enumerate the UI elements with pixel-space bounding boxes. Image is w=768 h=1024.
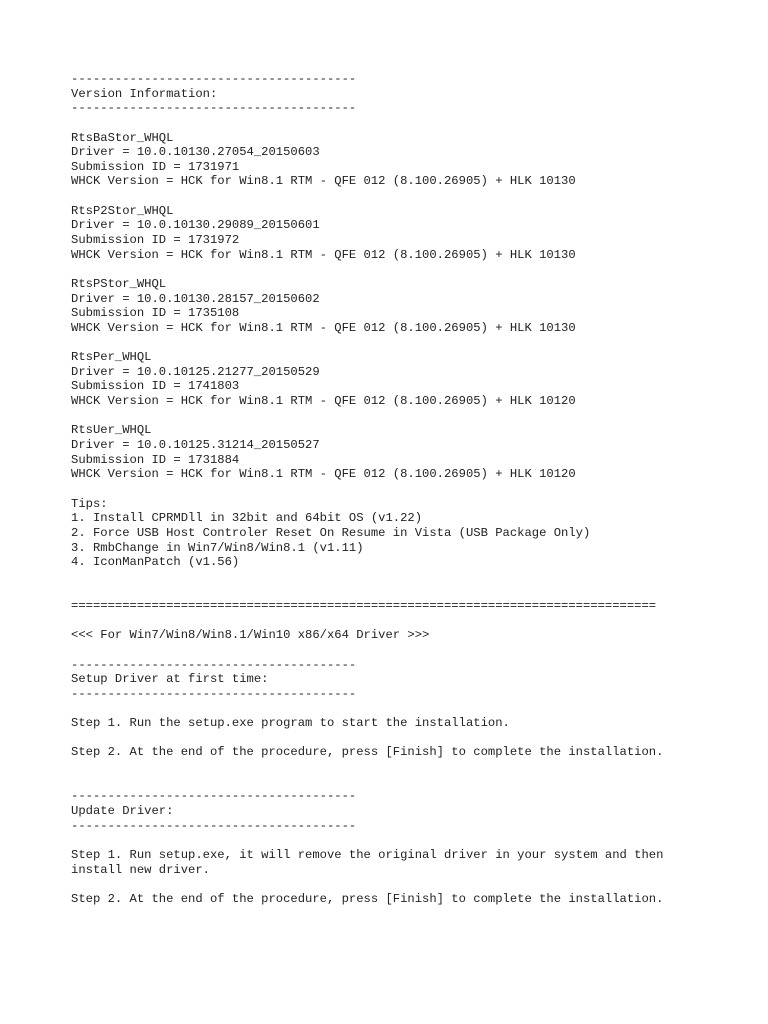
blank-line	[71, 833, 731, 848]
text-line: Submission ID = 1741803	[71, 379, 240, 394]
blank-line	[71, 760, 731, 775]
blank-line	[71, 409, 731, 424]
text-line: RtsUer_WHQL	[71, 423, 152, 438]
tip-item: 1. Install CPRMDll in 32bit and 64bit OS (v1.22)	[71, 511, 423, 526]
dashed-divider: ---------------------------------------	[71, 657, 357, 672]
section-heading: Setup Driver at first time:	[71, 672, 269, 687]
text-line: RtsBaStor_WHQL	[71, 130, 174, 145]
text-line: WHCK Version = HCK for Win8.1 RTM - QFE 012 (8.100.26905) + HLK 10130	[71, 247, 576, 262]
blank-line	[71, 262, 731, 277]
blank-line	[71, 614, 731, 629]
section-heading: Update Driver:	[71, 804, 174, 819]
step-line: Step 1. Run the setup.exe program to start the installation.	[71, 716, 510, 731]
text-line: WHCK Version = HCK for Win8.1 RTM - QFE 012 (8.100.26905) + HLK 10120	[71, 394, 576, 409]
text-line: Submission ID = 1731972	[71, 233, 240, 248]
tip-item: 4. IconManPatch (v1.56)	[71, 555, 240, 570]
blank-line	[71, 731, 731, 746]
double-divider: ================================================================================	[71, 599, 657, 614]
text-line: Driver = 10.0.10130.29089_20150601	[71, 218, 320, 233]
blank-line	[71, 116, 731, 131]
text-line: Submission ID = 1735108	[71, 306, 240, 321]
dashed-divider: ---------------------------------------	[71, 72, 357, 86]
blank-line	[71, 584, 731, 599]
step-line: Step 1. Run setup.exe, it will remove the original driver in your system and then	[71, 847, 664, 862]
dashed-divider: ---------------------------------------	[71, 789, 357, 804]
text-line: WHCK Version = HCK for Win8.1 RTM - QFE 012 (8.100.26905) + HLK 10120	[71, 467, 576, 482]
text-line: WHCK Version = HCK for Win8.1 RTM - QFE 012 (8.100.26905) + HLK 10130	[71, 174, 576, 189]
text-line: Driver = 10.0.10125.21277_20150529	[71, 364, 320, 379]
section-heading: Tips:	[71, 496, 108, 511]
text-line: <<< For Win7/Win8/Win8.1/Win10 x86/x64 Driver >>>	[71, 628, 430, 643]
text-line: install new driver.	[71, 862, 210, 877]
blank-line	[71, 189, 731, 204]
tip-item: 3. RmbChange in Win7/Win8/Win8.1 (v1.11)	[71, 540, 364, 555]
text-line: Submission ID = 1731971	[71, 159, 240, 174]
text-line: WHCK Version = HCK for Win8.1 RTM - QFE 012 (8.100.26905) + HLK 10130	[71, 320, 576, 335]
text-line: RtsPStor_WHQL	[71, 276, 167, 291]
text-line: Driver = 10.0.10125.31214_20150527	[71, 438, 320, 453]
section-heading: Version Information:	[71, 86, 218, 101]
readme-document	[71, 72, 731, 907]
blank-line	[71, 570, 731, 585]
step-line: Step 2. At the end of the procedure, press [Finish] to complete the installation.	[71, 891, 664, 906]
text-line: RtsPer_WHQL	[71, 350, 152, 365]
step-line: Step 2. At the end of the procedure, press [Finish] to complete the installation.	[71, 745, 664, 760]
blank-line	[71, 643, 731, 658]
blank-line	[71, 775, 731, 790]
text-line: RtsP2Stor_WHQL	[71, 203, 174, 218]
blank-line	[71, 877, 731, 892]
blank-line	[71, 482, 731, 497]
text-line: Submission ID = 1731884	[71, 452, 240, 467]
tip-item: 2. Force USB Host Controler Reset On Resume in Vista (USB Package Only)	[71, 525, 591, 540]
text-line: Driver = 10.0.10130.27054_20150603	[71, 145, 320, 160]
dashed-divider: ---------------------------------------	[71, 101, 357, 116]
dashed-divider: ---------------------------------------	[71, 818, 357, 833]
dashed-divider: ---------------------------------------	[71, 686, 357, 701]
blank-line	[71, 336, 731, 351]
text-line: Driver = 10.0.10130.28157_20150602	[71, 291, 320, 306]
blank-line	[71, 702, 731, 717]
